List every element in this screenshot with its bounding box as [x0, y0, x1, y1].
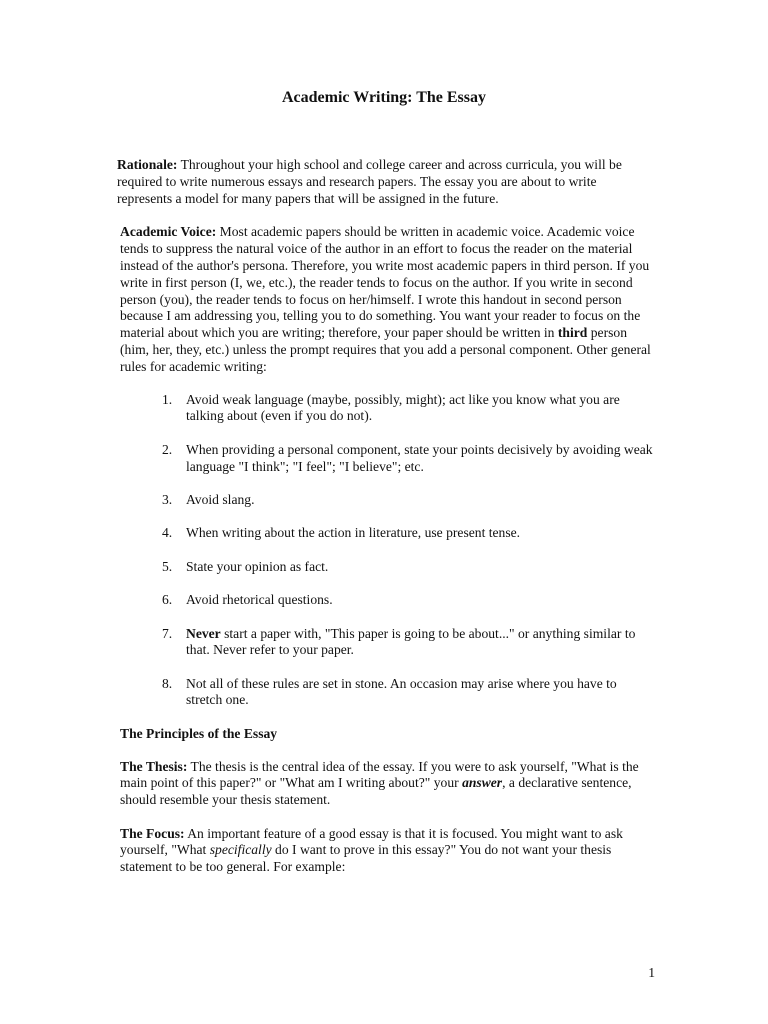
focus-label: The Focus:	[120, 825, 185, 841]
rule-text: start a paper with, "This paper is going to be about..." or anything similar to that. Never refer to your paper.	[186, 625, 636, 658]
rule-number: 5.	[162, 558, 173, 574]
academic-voice-text-1: Most academic papers should be written in academic voice. Academic voice tends to suppress the natural voice of the author in an effort to focus the reader on the material instead of the author's persona. Therefore, you write most academic papers in third person. If you write in first person (I, we, etc.), the reader tends to focus on the author. If you write in second person (you), the reader tends to focus on her/himself. I wrote this handout in second person because I am addressing you, telling you to do something. You want your reader to focus on the material about which you are writing; therefore, your paper should be written in	[120, 224, 650, 341]
rule-item	[117, 525, 653, 542]
academic-voice-label: Academic Voice:	[120, 224, 217, 240]
rule-item	[117, 559, 653, 576]
rule-item	[117, 442, 653, 476]
rule-text: Avoid weak language (maybe, possibly, might); act like you know what you are talking about (even if you do not).	[186, 391, 620, 424]
rule-number: 7.	[162, 625, 173, 641]
document-body	[117, 157, 653, 876]
rule-text: Not all of these rules are set in stone. An occasion may arise where you have to stretch one.	[186, 675, 617, 708]
rule-text: Avoid slang.	[186, 491, 255, 507]
academic-voice-bold-word: third	[557, 325, 588, 341]
rule-item	[117, 676, 653, 710]
page-number: 1	[648, 965, 655, 980]
rule-number: 2.	[162, 441, 173, 457]
rule-number: 8.	[162, 675, 173, 691]
rule-number: 3.	[162, 491, 173, 507]
rule-bold-lead: Never	[186, 625, 221, 641]
rule-number: 4.	[162, 525, 173, 541]
academic-voice-text-2: person (him, her, they, etc.) unless the prompt requires that you add a personal component. Other general rules for academic writing:	[120, 325, 651, 374]
rationale-text: Throughout your high school and college career and across curricula, you will be required to write numerous essays and research papers. The essay you are about to write represents a model for many papers that will be assigned in the future.	[117, 157, 622, 206]
rationale-paragraph	[117, 157, 653, 207]
rule-item	[117, 626, 653, 660]
thesis-text-2: , a declarative sentence, should resemble your thesis statement.	[120, 775, 632, 808]
academic-voice-paragraph	[117, 224, 653, 375]
thesis-emphasis: answer	[462, 775, 503, 791]
rule-text: State your opinion as fact.	[186, 558, 329, 574]
rule-number: 6.	[162, 592, 173, 608]
focus-paragraph	[117, 826, 653, 876]
rule-number: 1.	[162, 391, 173, 407]
rule-item	[117, 492, 653, 509]
rule-item	[117, 592, 653, 609]
rules-list	[117, 392, 653, 710]
rule-text: When providing a personal component, state your points decisively by avoiding weak language "I think"; "I feel"; "I believe"; etc.	[186, 441, 653, 474]
focus-text-1: An important feature of a good essay is that it is focused. You might want to ask yourself, "What	[120, 825, 623, 858]
rationale-label: Rationale:	[117, 157, 178, 172]
rule-text: When writing about the action in literature, use present tense.	[186, 525, 521, 541]
principles-heading: The Principles of the Essay	[120, 725, 278, 741]
thesis-paragraph	[117, 759, 653, 809]
document-title: Academic Writing: The Essay	[281, 89, 486, 106]
focus-text-2: do I want to prove in this essay?" You do not want your thesis statement to be too general. For example:	[120, 842, 612, 875]
thesis-label: The Thesis:	[120, 758, 188, 774]
rule-text: Avoid rhetorical questions.	[186, 592, 333, 608]
thesis-text-1: The thesis is the central idea of the essay. If you were to ask yourself, "What is the main point of this paper?" or "What am I writing about?" your	[120, 758, 639, 791]
focus-emphasis: specifically	[209, 842, 272, 858]
rule-item	[117, 392, 653, 426]
